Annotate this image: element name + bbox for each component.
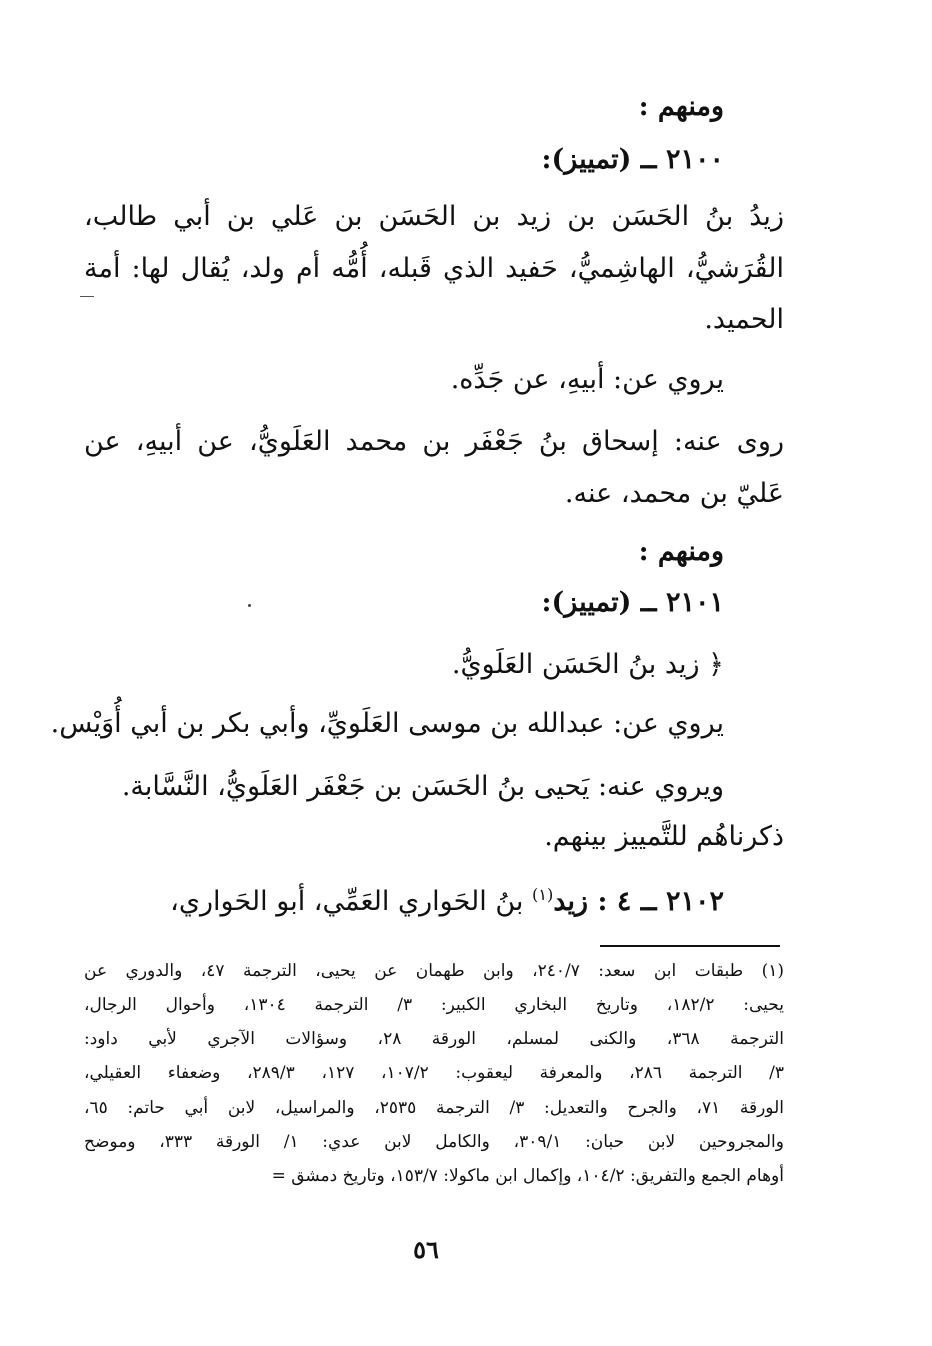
entry-2102-number: ٢١٠٢ ــ ٤ : زيد xyxy=(553,886,724,917)
page-number: ٥٦ xyxy=(413,1235,439,1264)
entry-2100-text-line-3: الحميد. xyxy=(704,304,784,335)
entry-2101-narrated-by: ويروي عنه: يَحيى بنُ الحَسَن بن جَعْفَر العَلَويُّ، النَّسَّابة. xyxy=(121,771,724,802)
entry-2100-narrates-from: يروي عن: أبيهِ، عن جَدِّه. xyxy=(450,364,724,395)
footnote-line: والمجروحين لابن حبان: ٣٠٩/١، والكامل لابن عدي: ١/ الورقة ٣٣٣، وموضح xyxy=(84,1132,784,1152)
footnote-line: الورقة ٧١، والجرح والتعديل: ٣/ الترجمة ٢٥٣٥، والمراسيل، لابن أبي حاتم: ٦٥، xyxy=(84,1098,784,1118)
footnote-line: (١) طبقات ابن سعد: ٢٤٠/٧، وابن طهمان عن يحيى، الترجمة ٤٧، والدوري عن xyxy=(84,961,785,981)
footnote-line: ٣/ الترجمة ٢٨٦، والمعرفة ليعقوب: ١٠٧/٢، ١٢٧، ٢٨٩/٣، وضعفاء العقيلي، xyxy=(84,1063,785,1083)
entry-2100-narrated-by-line-2: عَليّ بن محمد، عنه. xyxy=(564,478,784,509)
footnote-separator xyxy=(600,945,780,947)
entry-2102-title xyxy=(170,878,724,919)
footnote-line: يحيى: ١٨٢/٢، وتاريخ البخاري الكبير: ٣/ الترجمة ١٣٠٤، وأحوال الرجال، xyxy=(84,995,785,1015)
entry-2101-title: ٢١٠١ ــ (تمييز): xyxy=(541,587,724,618)
entry-2101-narrates-from: يروي عن: عبدالله بن موسى العَلَويِّ، وأبي بكر بن أبي أُوَيْس. xyxy=(50,708,724,739)
footnote-line: الترجمة ٣٦٨، والكنى لمسلم، الورقة ٢٨، وسؤالات الآجري لأبي داود: xyxy=(84,1029,784,1049)
margin-mark xyxy=(80,296,94,297)
entry-2101-name: ﴿ زيد بنُ الحَسَن العَلَويُّ. xyxy=(451,649,724,680)
section-heading: ومنهم : xyxy=(638,536,724,567)
print-speck xyxy=(248,604,251,607)
section-heading: ومنهم : xyxy=(638,91,724,122)
entry-2102-name: بنُ الحَواري العَمِّي، أبو الحَواري، xyxy=(170,886,532,917)
entry-2100-text-line-2: القُرَشيُّ، الهاشِميُّ، حَفيد الذي قَبله، أُمُّه أم ولد، يُقال لها: أمة xyxy=(84,253,784,284)
entry-2100-title: ٢١٠٠ ــ (تمييز): xyxy=(541,144,724,175)
entry-2101-note: ذكرناهُم للتَّمييز بينهم. xyxy=(544,821,784,852)
footnote-ref: (١) xyxy=(531,885,554,904)
footnote-line: أوهام الجمع والتفريق: ١٠٤/٢، وإكمال ابن ماكولا: ١٥٣/٧، وتاريخ دمشق = xyxy=(271,1166,784,1186)
entry-2100-text-line-1: زيدُ بنُ الحَسَن بن زيد بن الحَسَن بن عَلي بن أبي طالب، xyxy=(84,201,784,232)
entry-2100-narrated-by-line-1: روى عنه: إسحاق بنُ جَعْفَر بن محمد العَلَويُّ، عن أبيهِ، عن xyxy=(84,426,784,457)
